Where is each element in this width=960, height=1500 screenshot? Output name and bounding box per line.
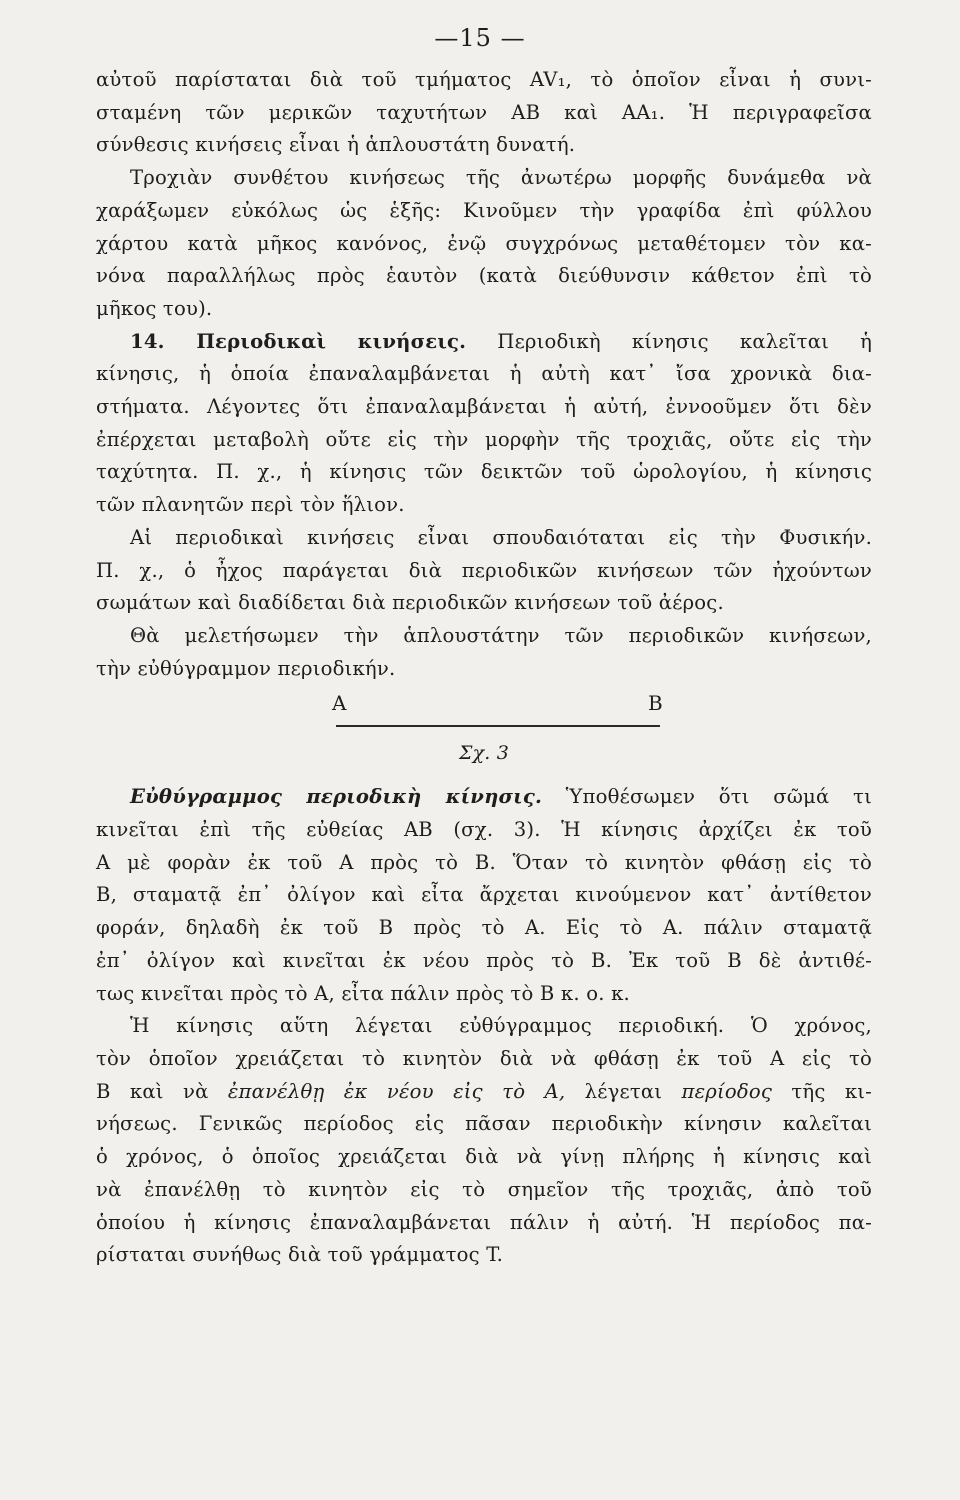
text-fragment: Ὑποθέσωμεν ὅτι σῶμά τι: [565, 785, 872, 809]
italic-fragment: ἐπανέλθῃ ἐκ νέου εἰς τὸ A,: [227, 1079, 566, 1103]
section-rect-first-line: [96, 781, 872, 814]
text-line: τὸν ὁποῖον χρειάζεται τὸ κινητὸν διὰ νὰ φθάσῃ ἐκ τοῦ A εἰς τὸ: [96, 1046, 872, 1070]
text-fragment: B καὶ νὰ: [96, 1079, 228, 1103]
text-line: σύνθεσις κινήσεις εἶναι ἡ ἁπλουστάτη δυνατή.: [96, 133, 576, 157]
text-line: Ἡ κίνησις αὕτη λέγεται εὐθύγραμμος περιοδική. Ὁ χρόνος,: [130, 1014, 872, 1038]
text-line: σωμάτων καὶ διαδίδεται διὰ περιοδικῶν κινήσεων τοῦ ἀέρος.: [96, 591, 724, 615]
text-line: ἐπ᾽ ὀλίγον καὶ κινεῖται ἐκ νέου πρὸς τὸ B. Ἐκ τοῦ B δὲ ἀντιθέ-: [96, 948, 872, 972]
text-line: κινεῖται ἐπὶ τῆς εὐθείας AB (σχ. 3). Ἡ κίνησις ἀρχίζει ἐκ τοῦ: [96, 818, 872, 842]
text-line: ὁ χρόνος, ὁ ὁποῖος χρειάζεται διὰ νὰ γίνῃ πλήρης ἡ κίνησις καὶ: [96, 1145, 872, 1169]
text-line: Θὰ μελετήσωμεν τὴν ἁπλουστάτην τῶν περιοδικῶν κινήσεων,: [130, 623, 872, 647]
section-heading: 14. Περιοδικαὶ κινήσεις.: [130, 329, 467, 353]
text-line: μῆκος του).: [96, 296, 213, 320]
text-line: ρίσταται συνήθως διὰ τοῦ γράμματος T.: [96, 1243, 504, 1267]
subsection-heading: Εὐθύγραμμος περιοδικὴ κίνησις.: [130, 785, 542, 809]
text-line: ἐπέρχεται μεταβολὴ οὔτε εἰς τὴν μορφὴν τῆς τροχιᾶς, οὔτε εἰς τὴν: [96, 427, 872, 451]
text-line: νὰ ἐπανέλθῃ τὸ κινητὸν εἰς τὸ σημεῖον τῆς τροχιᾶς, ἀπὸ τοῦ: [96, 1177, 872, 1201]
text-line: A μὲ φορὰν ἐκ τοῦ A πρὸς τὸ B. Ὅταν τὸ κινητὸν φθάσῃ εἰς τὸ: [96, 850, 872, 874]
text-line: σταμένη τῶν μερικῶν ταχυτήτων AB καὶ AA₁. Ἡ περιγραφεῖσα: [96, 100, 872, 124]
text-line: νήσεως. Γενικῶς περίοδος εἰς πᾶσαν περιοδικὴν κίνησιν καλεῖται: [96, 1112, 872, 1136]
text-line: τῶν πλανητῶν περὶ τὸν ἥλιον.: [96, 493, 405, 517]
text-line: φοράν, δηλαδὴ ἐκ τοῦ B πρὸς τὸ A. Εἰς τὸ A. πάλιν σταματᾷ: [96, 916, 872, 940]
text-fragment: τῆς κι-: [772, 1079, 873, 1103]
segment-ab: [336, 725, 660, 727]
text-fragment: λέγεται: [565, 1079, 682, 1103]
figure-caption: Σχ. 3: [458, 742, 510, 765]
text-line: στήματα. Λέγοντες ὅτι ἐπαναλαμβάνεται ἡ αὐτή, ἐννοοῦμεν ὅτι δὲν: [96, 395, 872, 419]
term-period: περίοδος: [681, 1079, 773, 1103]
text-line: χαράξωμεν εὐκόλως ὡς ἑξῆς: Κινοῦμεν τὴν γραφίδα ἐπὶ φύλλου: [96, 198, 872, 222]
text-line: τως κινεῖται πρὸς τὸ A, εἶτα πάλιν πρὸς τὸ B κ. ο. κ.: [96, 981, 630, 1005]
page-number: —15 —: [434, 24, 526, 52]
text-line: ὁποίου ἡ κίνησις ἐπαναλαμβάνεται πάλιν ἡ αὐτή. Ἡ περίοδος πα-: [96, 1210, 872, 1234]
text-fragment: Περιοδικὴ κίνησις καλεῖται ἡ: [497, 329, 873, 353]
text-line: κίνησις, ἡ ὁποία ἐπαναλαμβάνεται ἡ αὐτὴ κατ᾽ ἴσα χρονικὰ δια-: [96, 362, 872, 386]
text-line: Π. χ., ὁ ἦχος παράγεται διὰ περιοδικῶν κινήσεων τῶν ἠχούντων: [96, 558, 872, 582]
text-line: Τροχιὰν συνθέτου κινήσεως τῆς ἀνωτέρω μορφῆς δυνάμεθα νὰ: [130, 166, 872, 190]
body-text: [96, 64, 872, 1272]
text-line: χάρτου κατὰ μῆκος κανόνος, ἐνῷ συγχρόνως μεταθέτομεν τὸν κα-: [96, 231, 872, 255]
text-line: Αἱ περιοδικαὶ κινήσεις εἶναι σπουδαιόταται εἰς τὴν Φυσικήν.: [130, 525, 872, 549]
text-line: αὐτοῦ παρίσταται διὰ τοῦ τμήματος AV₁, τὸ ὁποῖον εἶναι ἡ συνι-: [96, 68, 872, 91]
section-14-first-line: [96, 326, 872, 359]
figure-label-b: B: [648, 691, 663, 716]
text-line: τὴν εὐθύγραμμον περιοδικήν.: [96, 656, 396, 680]
text-line: B, σταματᾷ ἐπ᾽ ὀλίγον καὶ εἶτα ἄρχεται κινούμενον κατ᾽ ἀντίθετον: [96, 883, 872, 907]
text-line-mixed: [96, 1076, 872, 1109]
figure-3: [96, 685, 872, 781]
text-line: ταχύτητα. Π. χ., ἡ κίνησις τῶν δεικτῶν τοῦ ὡρολογίου, ἡ κίνησις: [96, 460, 872, 484]
text-line: νόνα παραλλήλως πρὸς ἑαυτὸν (κατὰ διεύθυνσιν κάθετον ἐπὶ τὸ: [96, 264, 872, 288]
figure-label-a: A: [332, 691, 347, 716]
